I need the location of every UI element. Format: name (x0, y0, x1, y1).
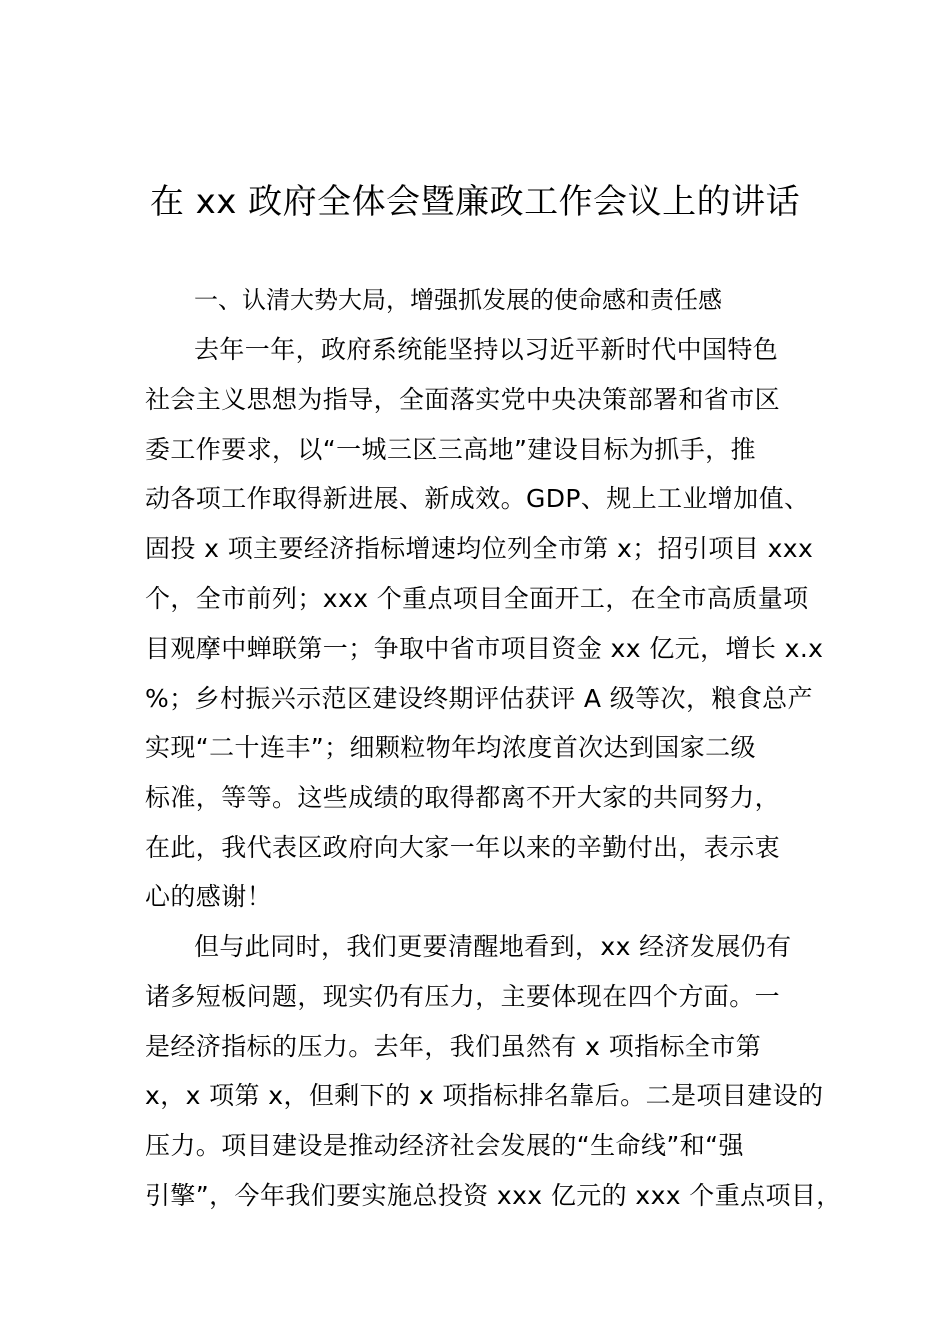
paragraph-1-line: 心的感谢！ (145, 882, 273, 911)
paragraph-2-line: 诸多短板问题，现实仍有压力，主要体现在四个方面。一 (145, 982, 781, 1011)
paragraph-2-line: 压力。项目建设是推动经济社会发展的“生命线”和“强 (145, 1131, 744, 1160)
paragraph-1-line: 社会主义思想为指导，全面落实党中央决策部署和省市区 (145, 385, 781, 414)
paragraph-1-line: 动各项工作取得新进展、新成效。GDP、规上工业增加值、 (145, 484, 810, 513)
paragraph-1-line: 实现“二十连丰”；细颗粒物年均浓度首次达到国家二级 (145, 733, 756, 762)
paragraph-1-line: 固投 x 项主要经济指标增速均位列全市第 x；招引项目 xxx (145, 534, 814, 563)
paragraph-1-line: 在此，我代表区政府向大家一年以来的辛勤付出，表示衷 (145, 833, 781, 862)
paragraph-1-line: 个，全市前列；xxx 个重点项目全面开工，在全市高质量项 (145, 584, 809, 613)
paragraph-2-line: 但与此同时，我们更要清醒地看到，xx 经济发展仍有 (194, 932, 792, 961)
paragraph-1-line: %；乡村振兴示范区建设终期评估获评 A 级等次，粮食总产 (145, 684, 813, 713)
paragraph-1-line: 去年一年，政府系统能坚持以习近平新时代中国特色 (194, 335, 779, 364)
paragraph-2-line: 引擎”，今年我们要实施总投资 xxx 亿元的 xxx 个重点项目， (145, 1181, 842, 1210)
paragraph-1-line: 标准，等等。这些成绩的取得都离不开大家的共同努力， (145, 783, 781, 812)
document-title: 在 xx 政府全体会暨廉政工作会议上的讲话 (149, 182, 801, 222)
section-heading: 一、认清大势大局，增强抓发展的使命感和责任感 (194, 286, 722, 314)
paragraph-2-line: x，x 项第 x，但剩下的 x 项指标排名靠后。二是项目建设的 (145, 1081, 824, 1110)
paragraph-1-line: 目观摩中蝉联第一；争取中省市项目资金 xx 亿元，增长 x.x (145, 634, 824, 663)
paragraph-1-line: 委工作要求，以“一城三区三高地”建设目标为抓手，推 (145, 435, 756, 464)
paragraph-2-line: 是经济指标的压力。去年，我们虽然有 x 项指标全市第 (145, 1032, 762, 1061)
